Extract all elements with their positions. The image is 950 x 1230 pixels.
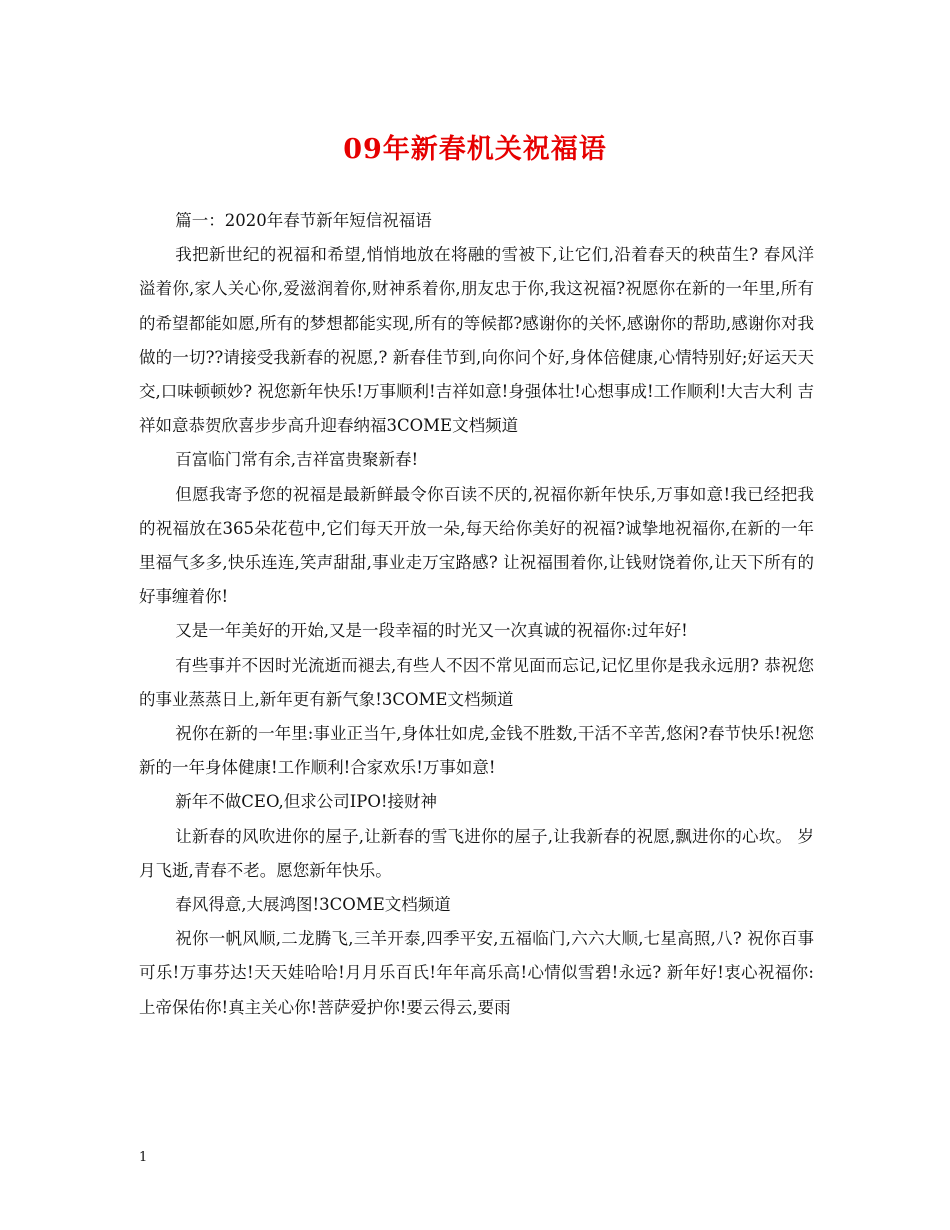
paragraph: 有些事并不因时光流逝而褪去,有些人不因不常见面而忘记,记忆里你是我永远朋? 恭祝您的事业蒸蒸日上,新年更有新气象!3COME文档频道 bbox=[139, 655, 814, 709]
paragraph: 百富临门常有余,吉祥富贵聚新春! bbox=[175, 450, 419, 470]
document-body bbox=[139, 204, 814, 1025]
paragraph: 又是一年美好的开始,又是一段幸福的时光又一次真诚的祝福你:过年好! bbox=[175, 621, 688, 641]
paragraph: 祝你在新的一年里:事业正当午,身体壮如虎,金钱不胜数,干活不辛苦,悠闲?春节快乐!祝您新的一年身体健康!工作顺利!合家欢乐!万事如意! bbox=[139, 724, 814, 778]
paragraph: 春风得意,大展鸿图!3COME文档频道 bbox=[175, 895, 451, 915]
paragraph: 但愿我寄予您的祝福是最新鲜最令你百读不厌的,祝福你新年快乐,万事如意!我已经把我的祝福放在365朵花苞中,它们每天开放一朵,每天给你美好的祝福?诚挚地祝福你,在新的一年里福气多多,快乐连连,笑声甜甜,事业走万宝路感? 让祝福围着你,让钱财饶着你,让天下所有的好事缠着你! bbox=[139, 484, 814, 607]
paragraph: 新年不做CEO,但求公司IPO!接财神 bbox=[175, 792, 438, 812]
document-title: 09年新春机关祝福语 bbox=[343, 134, 607, 165]
paragraph: 祝你一帆风顺,二龙腾飞,三羊开泰,四季平安,五福临门,六六大顺,七星高照,八? 祝你百事可乐!万事芬达!天天娃哈哈!月月乐百氏!年年高乐高!心情似雪碧!永远? 新年好!衷心祝福你:上帝保佑你!真主关心你!菩萨爱护你!要云得云,要雨 bbox=[139, 929, 814, 1017]
page-number: 1 bbox=[139, 1150, 148, 1165]
paragraph: 我把新世纪的祝福和希望,悄悄地放在将融的雪被下,让它们,沿着春天的秧苗生? 春风洋溢着你,家人关心你,爱滋润着你,财神系着你,朋友忠于你,我这祝福?祝愿你在新的一年里,所有的希望都能如愿,所有的梦想都能实现,所有的等候都?感谢你的关怀,感谢你的帮助,感谢你对我做的一切??请接受我新春的祝愿,? 新春佳节到,向你问个好,身体倍健康,心情特别好;好运天天交,口味顿顿妙? 祝您新年快乐!万事顺利!吉祥如意!身强体壮!心想事成!工作顺利!大吉大利 吉祥如意恭贺欣喜步步高升迎春纳福3COME文档频道 bbox=[139, 245, 814, 436]
paragraph: 让新春的风吹进你的屋子,让新春的雪飞进你的屋子,让我新春的祝愿,飘进你的心坎。 岁月飞逝,青春不老。愿您新年快乐。 bbox=[139, 826, 814, 880]
section-heading: 篇一：2020年春节新年短信祝福语 bbox=[175, 211, 432, 230]
